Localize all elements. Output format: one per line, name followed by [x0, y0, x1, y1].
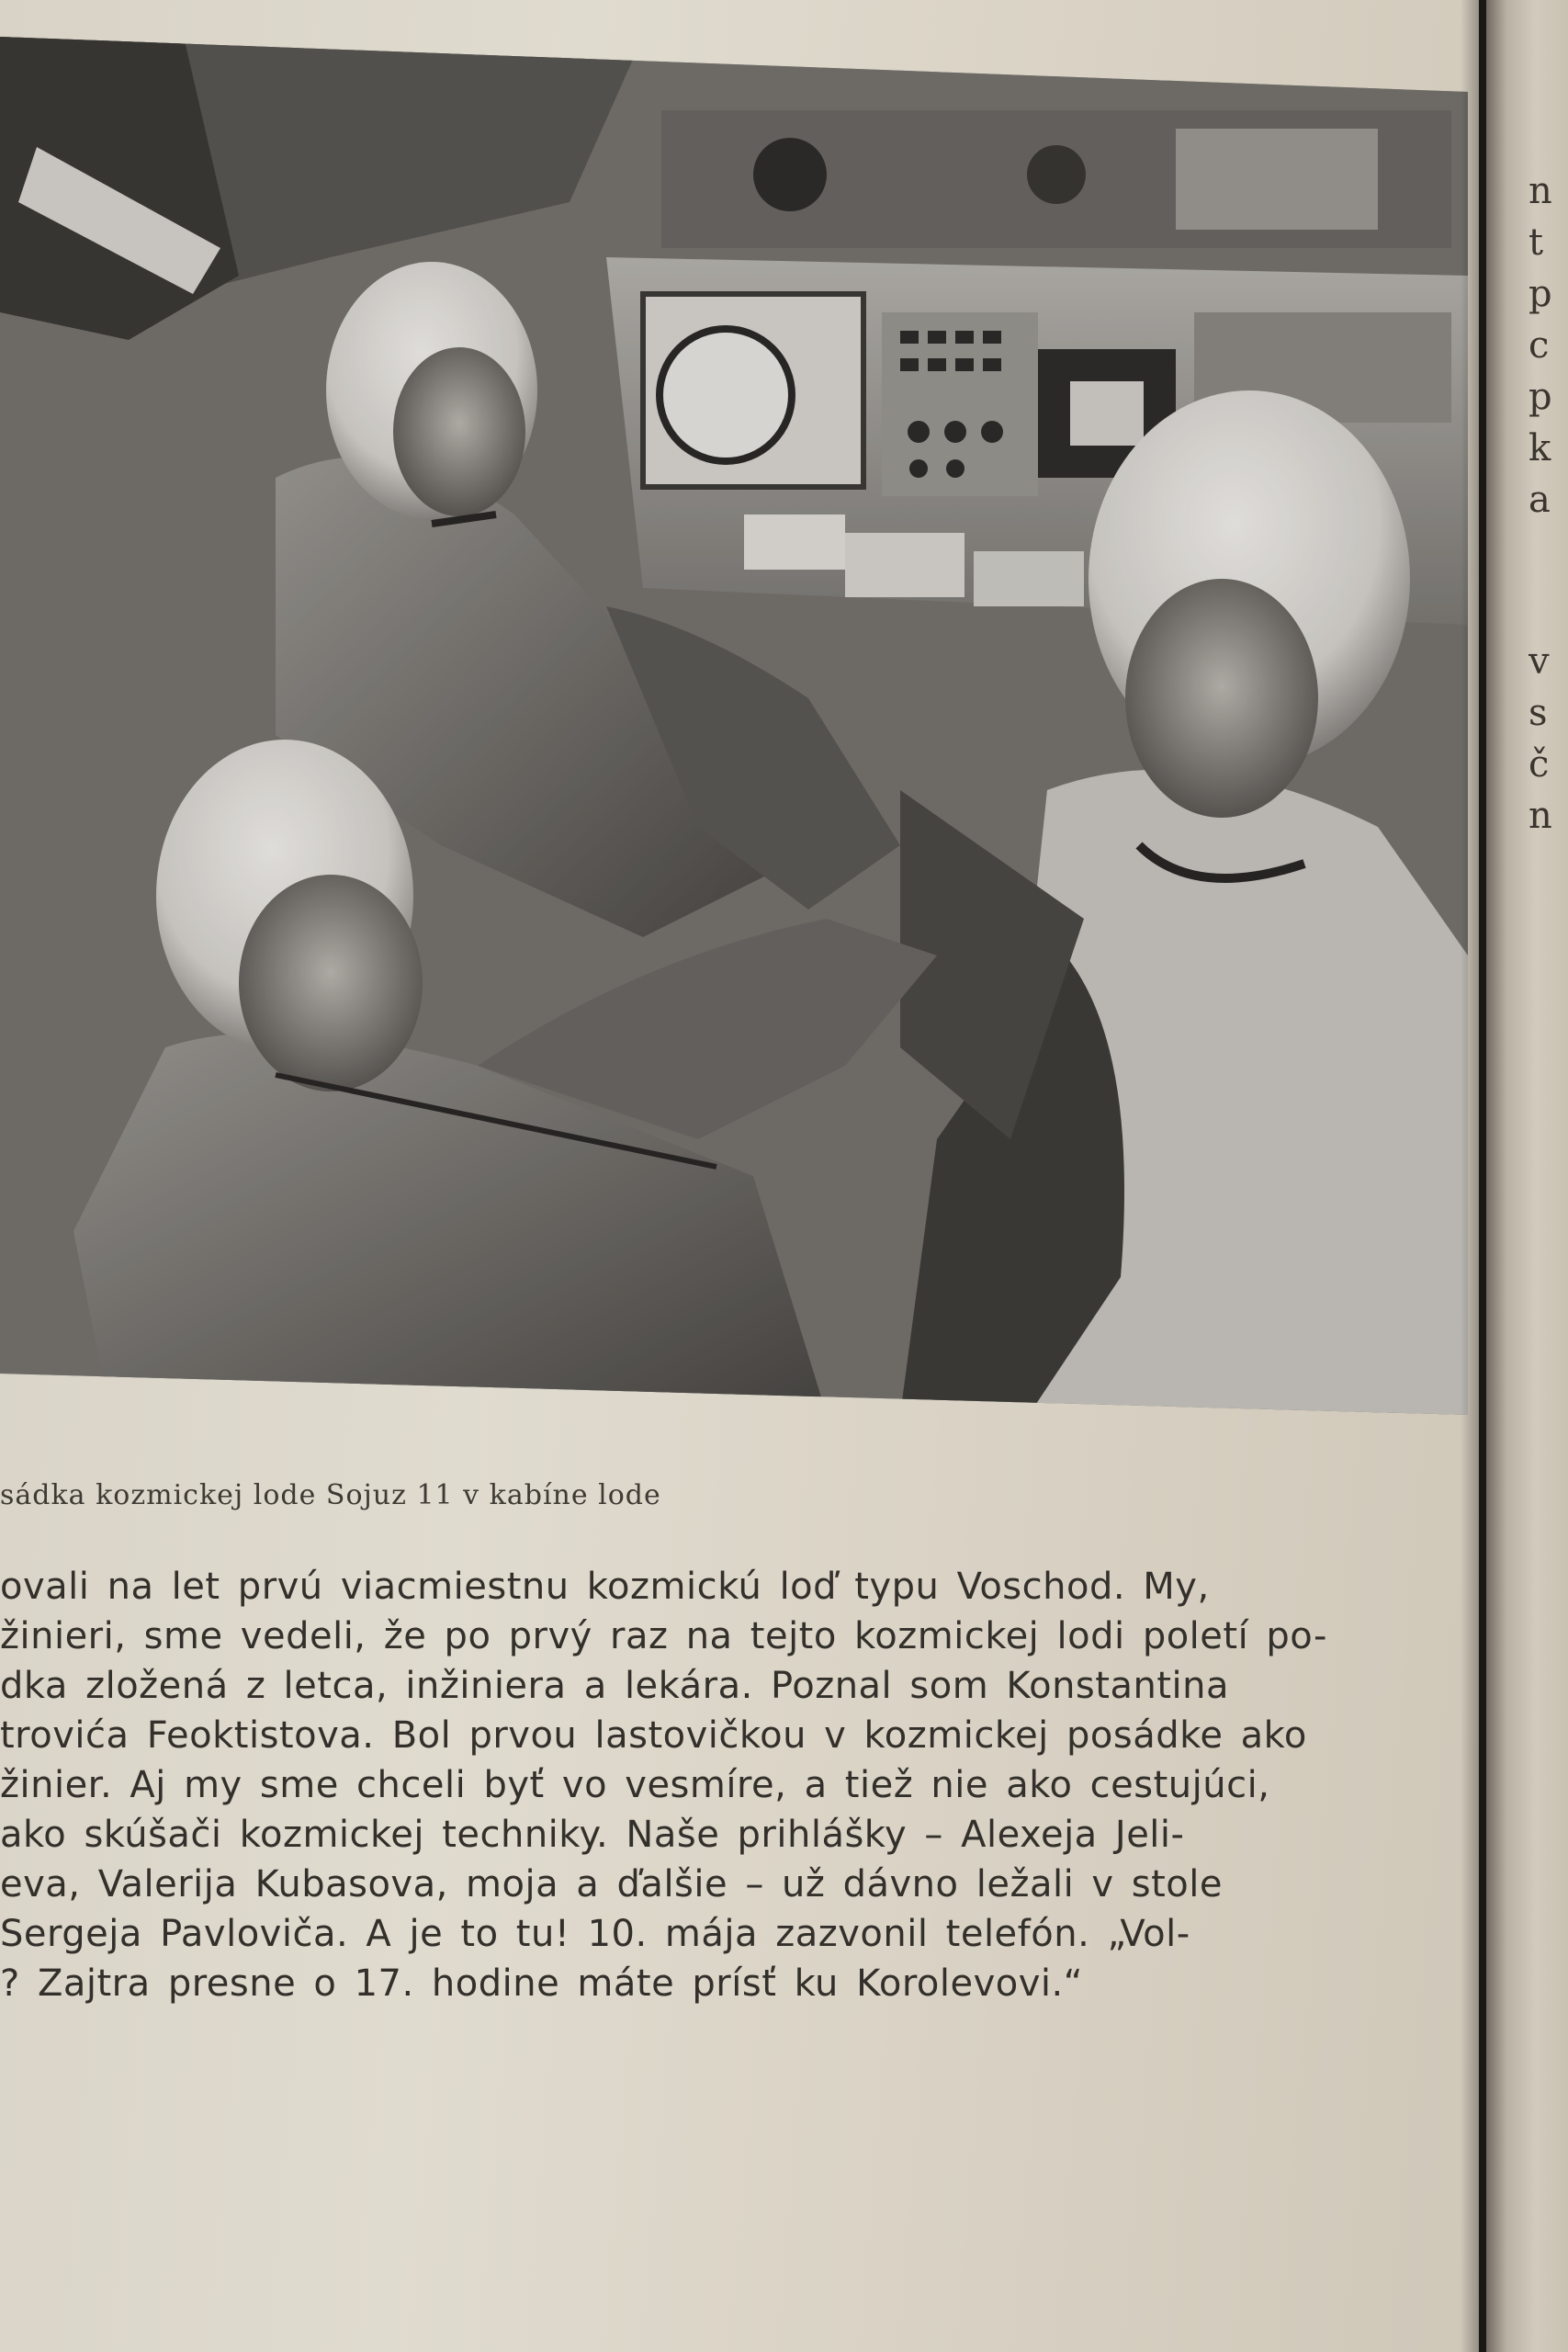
fragment: v: [1529, 640, 1550, 683]
adjacent-page-text: [1529, 165, 1568, 842]
text-line: žinier. Aj my sme chceli byť vo vesmíre, a tiež nie ako cestujúci,: [0, 1764, 1270, 1806]
text-line: ? Zajtra presne o 17. hodine máte prísť ku Korolevovi.“: [0, 1962, 1083, 2005]
fragment: p: [1529, 376, 1552, 418]
text-line: žinieri, sme vedeli, že po prvý raz na tejto kozmickej lodi poletí po-: [0, 1615, 1327, 1657]
fragment: č: [1529, 743, 1550, 786]
text-line: ako skúšači kozmickej techniky. Naše prihlášky – Alexeja Jeli-: [0, 1814, 1185, 1856]
photo-caption: sádka kozmickej lode Sojuz 11 v kabíne lode: [0, 1479, 661, 1511]
fragment: s: [1529, 692, 1548, 734]
body-paragraph: [0, 1562, 1359, 2008]
page-gutter-shadow: [1461, 0, 1479, 2352]
text-line: Sergeja Pavloviča. A je to tu! 10. mája zazvonil telefón. „Vol-: [0, 1913, 1190, 1955]
crew-photograph: [0, 37, 1468, 1415]
text-line: ovali na let prvú viacmiestnu kozmickú loď typu Voschod. My,: [0, 1566, 1210, 1608]
fragment: a: [1529, 479, 1551, 521]
fragment: n: [1529, 795, 1552, 837]
fragment: p: [1529, 273, 1552, 315]
fragment: [1529, 526, 1568, 636]
text-line: dka zložená z letca, inžiniera a lekára. Poznal som Konstantina: [0, 1665, 1229, 1707]
text-line: eva, Valerija Kubasova, moja a ďalšie – už dávno ležali v stole: [0, 1863, 1223, 1905]
adjacent-page: [1486, 0, 1568, 2352]
fragment: n: [1529, 170, 1552, 212]
text-line: trovića Feoktistova. Bol prvou lastovičkou v kozmickej posádke ako: [0, 1714, 1307, 1757]
fragment: k: [1529, 427, 1551, 469]
fragment: t: [1529, 221, 1544, 264]
fragment: c: [1529, 324, 1550, 367]
